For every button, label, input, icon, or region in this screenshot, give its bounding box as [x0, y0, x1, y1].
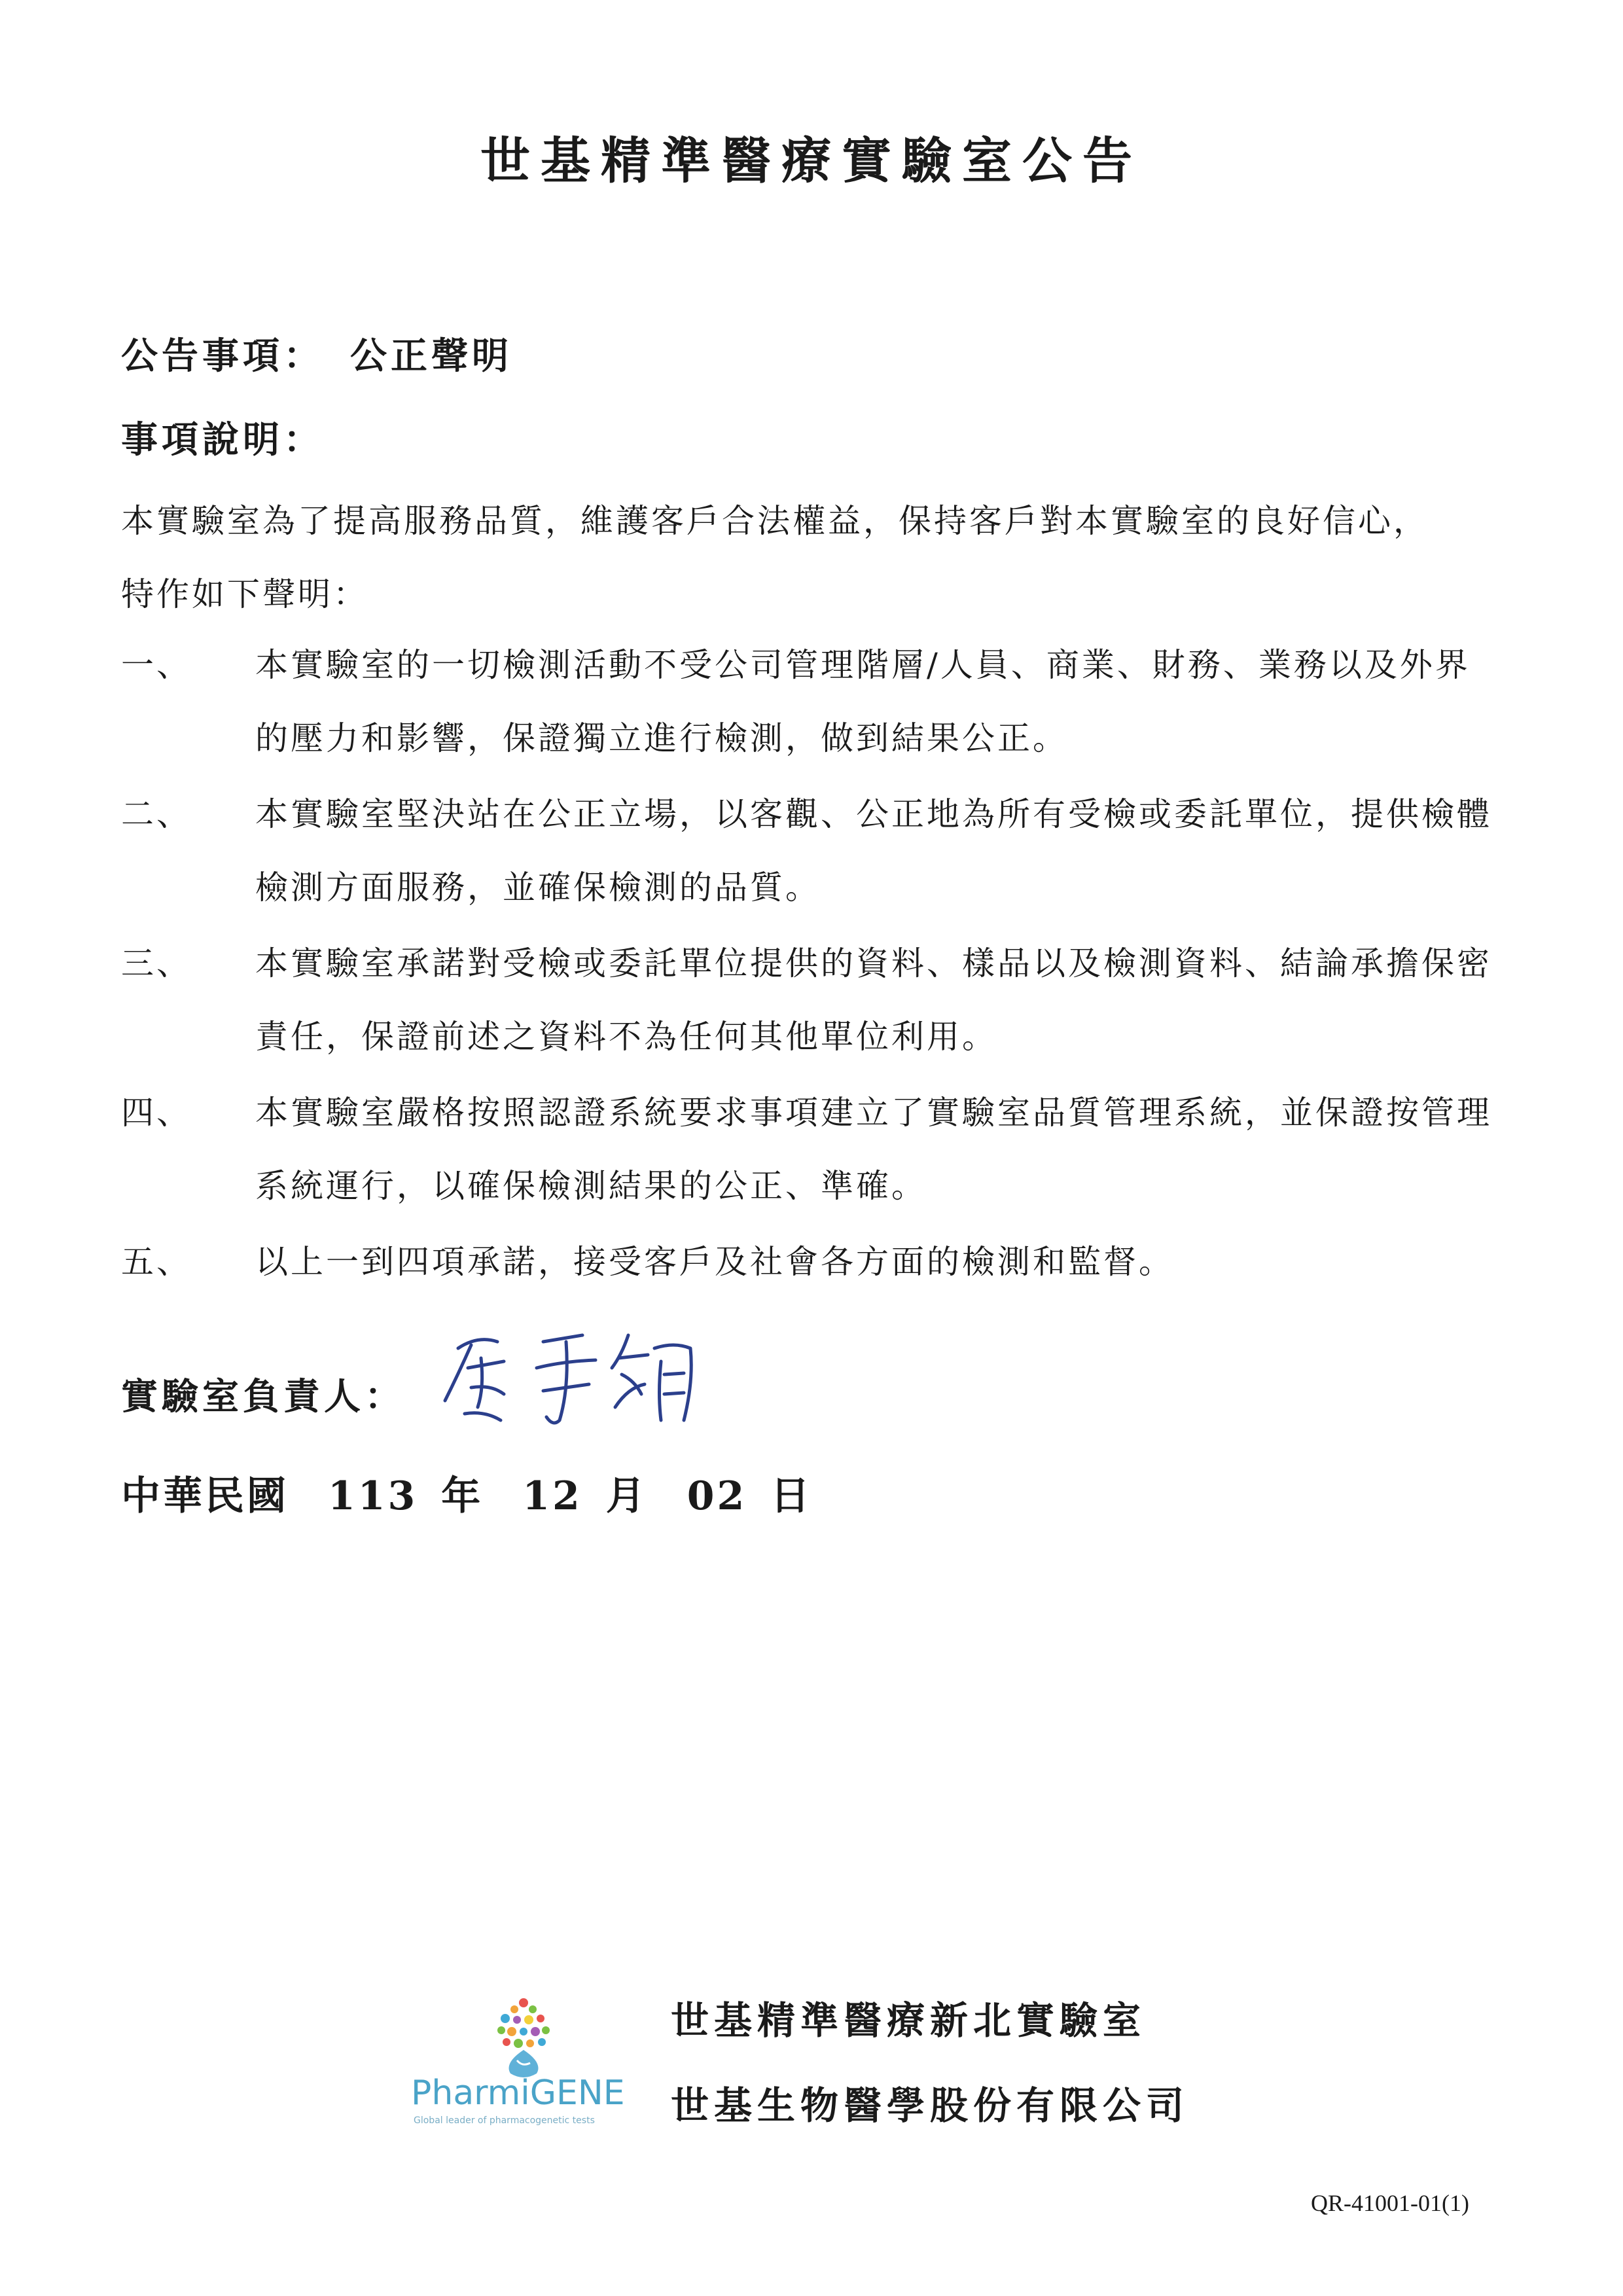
- date-day-unit: 日: [770, 1473, 813, 1519]
- statement-item: [121, 628, 1502, 775]
- statement-number: 四、: [121, 1094, 192, 1132]
- company-name: 世基精準醫療新北實驗室: [671, 1998, 1147, 2043]
- statement-item: [121, 778, 1502, 924]
- page-title: 世基精準醫療實驗室公告: [480, 132, 1143, 190]
- date-year-unit: 年: [441, 1473, 484, 1519]
- document-code: QR-41001-01(1): [1311, 2190, 1469, 2216]
- statement-text: 本實驗室承諾對受檢或委託單位提供的資料、樣品以及檢測資料、結論承擔保密責任，保證前述之資料不為任何其他單位利用。: [255, 944, 1492, 1056]
- statement-text: 本實驗室嚴格按照認證系統要求事項建立了實驗室品質管理系統，並保證按管理系統運行，以確保檢測結果的公正、準確。: [255, 1094, 1492, 1205]
- statement-item: [121, 1225, 1502, 1299]
- statement-list: [121, 628, 1502, 1301]
- date-era: 中華民國: [121, 1473, 289, 1519]
- statement-number: 五、: [121, 1243, 192, 1281]
- announcement-row: [121, 327, 512, 380]
- intro-line: 本實驗室為了提高服務品質，維護客戶合法權益，保持客戶對本實驗室的良好信心，: [121, 502, 1429, 540]
- announcement-label: 公告事項：: [121, 334, 324, 378]
- logo-tagline: Global leader of pharmacogenetic tests: [414, 2115, 595, 2126]
- company-name: 世基生物醫學股份有限公司: [671, 2083, 1190, 2128]
- date-month-unit: 月: [605, 1473, 648, 1519]
- statement-number: 一、: [121, 646, 192, 684]
- date-row: [121, 1465, 812, 1521]
- signatory-label: 實驗室負責人：: [121, 1375, 405, 1418]
- date-day: 02: [687, 1473, 747, 1519]
- date-month: 12: [522, 1473, 582, 1519]
- intro-line: 特作如下聲明：: [121, 575, 368, 613]
- statement-number: 三、: [121, 944, 192, 982]
- statement-item: [121, 927, 1502, 1073]
- statement-item: [121, 1076, 1502, 1223]
- statement-number: 二、: [121, 795, 192, 833]
- date-year: 113: [328, 1473, 418, 1519]
- explanation-label: 事項說明：: [121, 418, 324, 461]
- statement-text: 本實驗室堅決站在公正立場，以客觀、公正地為所有受檢或委託單位，提供檢體檢測方面服務，並確保檢測的品質。: [255, 795, 1492, 906]
- logo-wordmark: PharmiGENE: [411, 2073, 625, 2113]
- statement-text: 本實驗室的一切檢測活動不受公司管理階層/人員、商業、財務、業務以及外界的壓力和影響，保證獨立進行檢測，做到結果公正。: [255, 646, 1471, 757]
- announcement-value: 公正聲明: [350, 334, 512, 378]
- statement-text: 以上一到四項承諾，接受客戶及社會各方面的檢測和監督。: [255, 1243, 1174, 1281]
- intro-paragraph: [121, 484, 1502, 631]
- handwritten-signature: [432, 1322, 720, 1433]
